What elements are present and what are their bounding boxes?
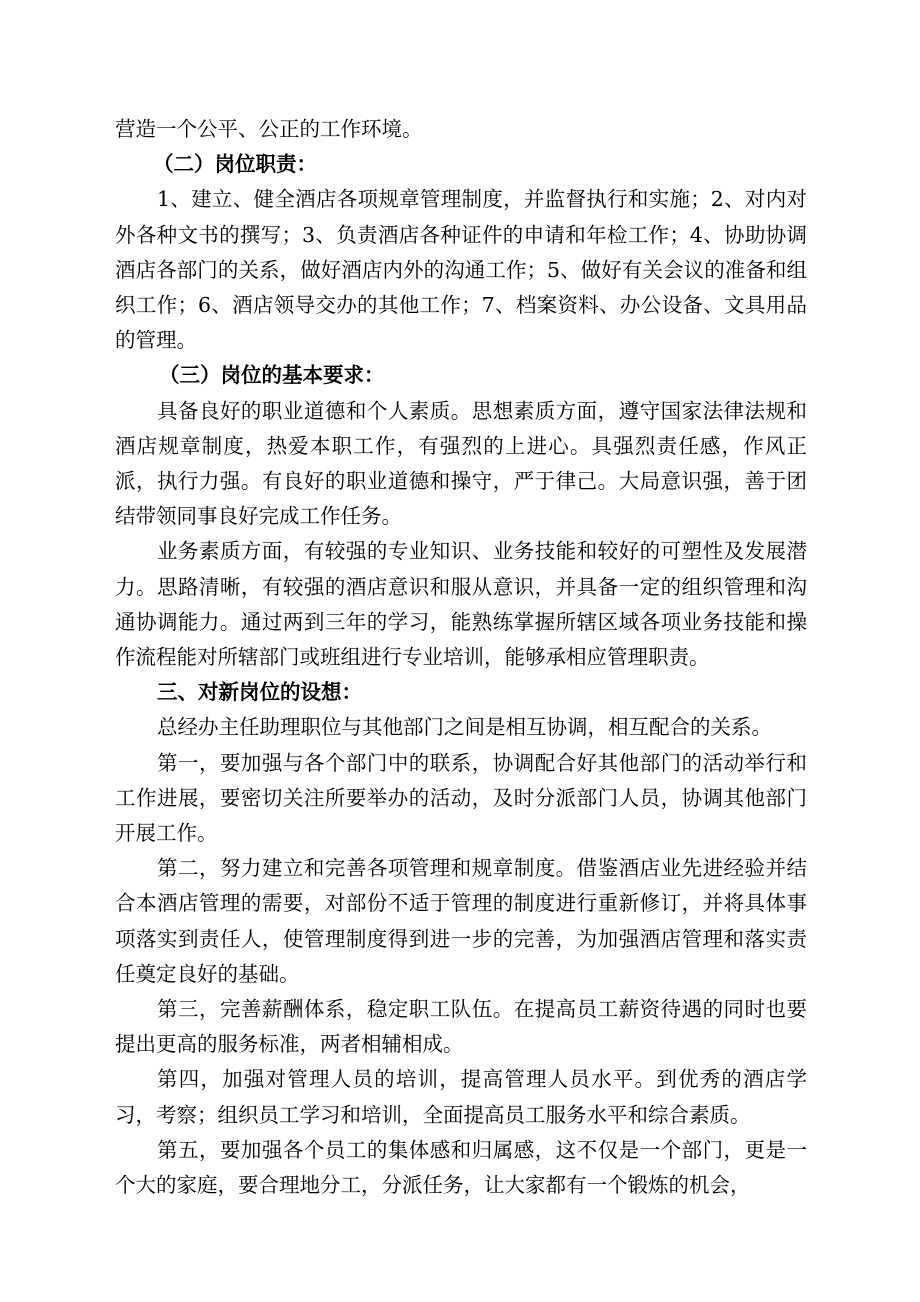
paragraph-intro-end: 营造一个公平、公正的工作环境。: [115, 117, 423, 141]
document-page: [115, 112, 807, 1203]
paragraph-vision-third: 第三，完善薪酬体系，稳定职工队伍。在提高员工薪资待遇的同时也要提出更高的服务标准，两者相辅相成。: [115, 997, 807, 1057]
paragraph-vision-fifth: 第五，要加强各个员工的集体感和归属感，这不仅是一个部门，更是一个大的家庭，要合理地分工，分派任务，让大家都有一个锻炼的机会，: [115, 1137, 807, 1198]
paragraph-vision-first: 第一，要加强与各个部门中的联系，协调配合好其他部门的活动举行和工作进展，要密切关注所要举办的活动，及时分派部门人员，协调其他部门开展工作。: [115, 750, 807, 846]
paragraph-vision-fourth: 第四，加强对管理人员的培训，提高管理人员水平。到优秀的酒店学习，考察；组织员工学习和培训，全面提高员工服务水平和综合素质。: [115, 1067, 807, 1127]
paragraph-vision-intro: 总经办主任助理职位与其他部门之间是相互协调，相互配合的关系。: [157, 715, 772, 740]
paragraph-vision-second: 第二，努力建立和完善各项管理和规章制度。借鉴酒店业先进经验并结合本酒店管理的需要，对部份不适于管理的制度进行重新修订，并将具体事项落实到责任人，使管理制度得到进一步的完善，为加强酒店管理和落实责任奠定良好的基础。: [115, 856, 807, 986]
section-heading-duties: （二）岗位职责：: [153, 152, 317, 177]
paragraph-duties: 1、建立、健全酒店各项规章管理制度，并监督执行和实施；2、对内对外各种文书的撰写；3、负责酒店各种证件的申请和年检工作；4、协助协调酒店各部门的关系，做好酒店内外的沟通工作；5、做好有关会议的准备和组织工作；6、酒店领导交办的其他工作；7、档案资料、办公设备、文具用品的管理。: [115, 187, 807, 353]
paragraph-requirements-2: 业务素质方面，有较强的专业知识、业务技能和较好的可塑性及发展潜力。思路清晰，有较强的酒店意识和服从意识，并具备一定的组织管理和沟通协调能力。通过两到三年的学习，能熟练掌握所辖区域各项业务技能和操作流程能对所辖部门或班组进行专业培训，能够承相应管理职责。: [115, 539, 807, 670]
section-heading-vision: 三、对新岗位的设想：: [157, 680, 362, 705]
section-heading-requirements: （三）岗位的基本要求：: [159, 363, 385, 388]
paragraph-requirements-1: 具备良好的职业道德和个人素质。思想素质方面，遵守国家法律法规和酒店规章制度，热爱本职工作，有强烈的上进心。具强烈责任感，作风正派，执行力强。有良好的职业道德和操守，严于律己。大局意识强，善于团结带领同事良好完成工作任务。: [115, 398, 807, 529]
